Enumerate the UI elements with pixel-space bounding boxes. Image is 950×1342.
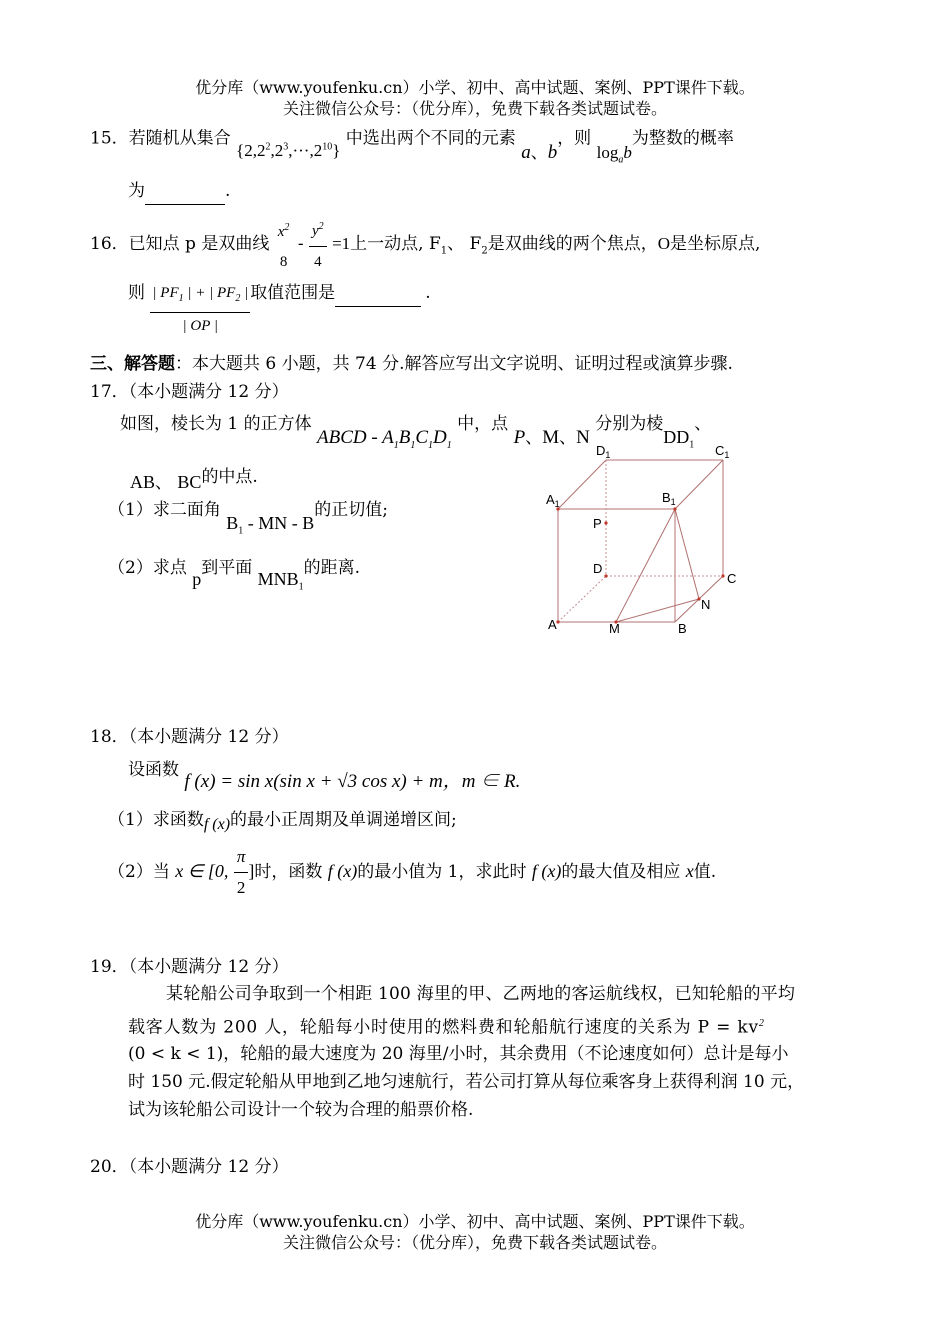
cube-name: ABCD - $A_1B_1C_1D_1$ xyxy=(317,427,452,451)
label-c: C xyxy=(727,571,737,586)
question-18-line-1: 设函数 f (x) = sin x(sin x + √3 cos x) + m，m ∈ R. xyxy=(128,760,521,792)
header-line-2: 关注微信公众号：（优分库），免费下载各类试题试卷。 xyxy=(282,99,667,118)
point-b1 xyxy=(673,507,676,510)
fraction-pf-over-op: $\frac{| PF_1 | + | PF_2 |}{| OP |}$ xyxy=(150,280,250,339)
question-18-part-1: （1）求函数f (x)的最小正周期及单调递增区间; xyxy=(108,810,457,833)
segment-m-b1 xyxy=(616,509,675,622)
question-19-header: 19．（本小题满分 12 分） xyxy=(90,957,289,977)
question-20-header: 20．（本小题满分 12 分） xyxy=(90,1157,289,1177)
question-16-line-1: 16．已知点 p 是双曲线 $x^2$ 8 - $\frac{y^2}{4}$ =1上一动点, $F_1$、 $F_2$是双曲线的两个焦点，O是坐标原点, xyxy=(90,212,760,277)
segment-n-b1 xyxy=(675,509,699,599)
question-19-line-4: 时 150 元.假定轮船从甲地到乙地匀速航行，若公司打算从每位乘客身上获得利润 10 元， xyxy=(128,1072,805,1092)
question-15-line-2: 为 . xyxy=(128,178,230,205)
question-17-part-1: （1）求二面角 $B_1$ - MN - B的正切值; xyxy=(108,500,388,537)
question-17-part-2: （2）求点 p到平面 $MNB_1$的距离. xyxy=(108,558,361,593)
point-c xyxy=(721,574,724,577)
label-n: N xyxy=(701,597,711,612)
point-p xyxy=(604,521,607,524)
label-b1: $B_1$ xyxy=(662,490,676,507)
point-a xyxy=(556,620,559,623)
fraction-y2-over-4: $\frac{y^2}{4}$ xyxy=(309,212,327,277)
question-15-line-1: 15．若随机从集合 $\{2,2^2,2^3,\cdot\cdot\cdot,2^{10}\}$ 中选出两个不同的元素 a、b，则 $\log_ab$为整数的概率 xyxy=(90,128,734,166)
label-d: D xyxy=(593,561,603,576)
function-formula: f (x) = sin x(sin x + √3 cos x) + m，m ∈ R. xyxy=(184,771,521,792)
question-number: 15． xyxy=(90,128,129,149)
label-m: M xyxy=(609,621,620,636)
question-19-line-2: 载客人数为 200 人，轮船每小时使用的燃料费和轮船航行速度的关系为 $P = kv^2$ xyxy=(128,1017,765,1038)
question-19-line-3: (0 < k < 1)，轮船的最大速度为 20 海里/小时，其余费用（不论速度如何）总计是每小 xyxy=(128,1044,789,1064)
footer-line-1: 优分库（www.youfenku.cn）小学、初中、高中试题、案例、PPT课件下载。 xyxy=(195,1212,755,1231)
question-16-line-2: 则 $\frac{| PF_1 | + | PF_2 |}{| OP |}$ 取值范围是 . xyxy=(128,280,431,339)
label-c1: $C_1$ xyxy=(715,443,730,460)
question-18-header: 18．（本小题满分 12 分） xyxy=(90,727,289,747)
set-expression: $\{2,2^2,2^3,\cdot\cdot\cdot,2^{10}\}$ xyxy=(236,140,341,160)
fraction-pi-over-2: $\frac{\pi}{2}$ xyxy=(234,842,249,903)
answer-blank xyxy=(145,178,225,205)
label-a1: $A_1$ xyxy=(546,492,560,509)
label-a: A xyxy=(548,617,557,632)
section-3-heading: 三、解答题：本大题共 6 小题，共 74 分.解答应写出文字说明、证明过程或演算步骤. xyxy=(90,354,733,374)
label-d1: $D_1$ xyxy=(596,443,611,460)
log-expression: $\log_ab$ xyxy=(596,142,632,166)
fraction-x2-over-8: $x^2$ 8 xyxy=(277,221,290,270)
answer-blank xyxy=(335,280,421,307)
point-d xyxy=(604,574,607,577)
edge-a1-d1 xyxy=(558,460,606,509)
question-19-line-1: 某轮船公司争取到一个相距 100 海里的甲、乙两地的客运航线权，已知轮船的平均 xyxy=(166,984,796,1004)
hidden-edge-a-d xyxy=(558,576,606,622)
label-b: B xyxy=(678,621,687,636)
question-18-part-2: （2）当 x ∈ [0, $\frac{\pi}{2}$ ]时，函数 f (x)的最小值为 1，求此时 f (x)的最大值及相应 x值. xyxy=(108,842,716,903)
question-17-line-2: AB、 BC的中点. xyxy=(130,467,258,493)
edge-b1-c1 xyxy=(675,460,723,509)
cube-figure xyxy=(540,440,760,640)
question-19-line-5: 试为该轮船公司设计一个较为合理的船票价格. xyxy=(128,1100,474,1120)
question-number: 16． xyxy=(90,234,129,254)
footer-line-2: 关注微信公众号：（优分库），免费下载各类试题试卷。 xyxy=(282,1233,667,1252)
question-17-header: 17．（本小题满分 12 分） xyxy=(90,382,289,402)
header-line-1: 优分库（www.youfenku.cn）小学、初中、高中试题、案例、PPT课件下载。 xyxy=(195,78,755,97)
question-17-line-1: 如图，棱长为 1 的正方体 ABCD - $A_1B_1C_1D_1$ 中，点 P、M、N 分别为棱$DD_1$、 xyxy=(120,414,712,451)
label-p: P xyxy=(593,516,602,531)
